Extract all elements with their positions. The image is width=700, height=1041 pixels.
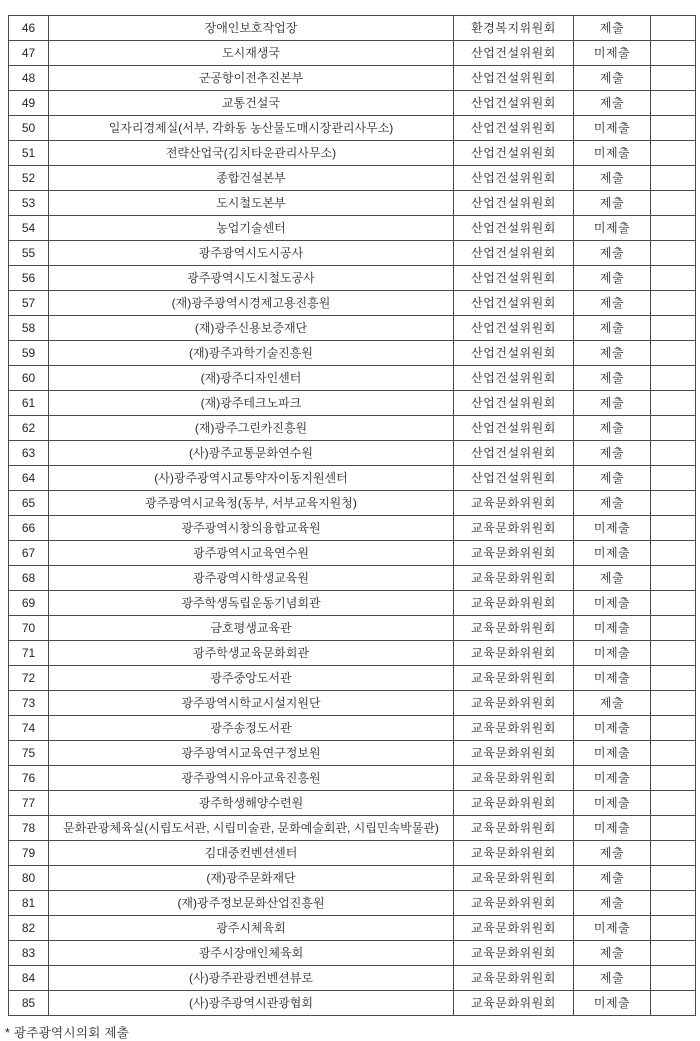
- org-name-cell: 광주광역시학교시설지원단: [49, 691, 454, 716]
- committee-cell: 교육문화위원회: [454, 966, 574, 991]
- org-name-cell: 종합건설본부: [49, 166, 454, 191]
- org-name-cell: 전략산업국(김치타운관리사무소): [49, 141, 454, 166]
- committee-cell: 산업건설위원회: [454, 166, 574, 191]
- note-cell: [651, 941, 696, 966]
- row-number-cell: 61: [9, 391, 49, 416]
- table-row: [9, 41, 696, 66]
- status-cell: 미제출: [574, 666, 651, 691]
- note-cell: [651, 741, 696, 766]
- note-cell: [651, 816, 696, 841]
- row-number-cell: 58: [9, 316, 49, 341]
- row-number-cell: 68: [9, 566, 49, 591]
- note-cell: [651, 116, 696, 141]
- status-cell: 제출: [574, 341, 651, 366]
- org-name-cell: 금호평생교육관: [49, 616, 454, 641]
- status-cell: 제출: [574, 241, 651, 266]
- row-number-cell: 67: [9, 541, 49, 566]
- table-row: [9, 716, 696, 741]
- status-cell: 미제출: [574, 216, 651, 241]
- row-number-cell: 85: [9, 991, 49, 1016]
- org-name-cell: 장애인보호작업장: [49, 16, 454, 41]
- table-row: [9, 91, 696, 116]
- status-cell: 제출: [574, 491, 651, 516]
- committee-cell: 교육문화위원회: [454, 766, 574, 791]
- note-cell: [651, 416, 696, 441]
- status-cell: 미제출: [574, 616, 651, 641]
- row-number-cell: 49: [9, 91, 49, 116]
- committee-cell: 교육문화위원회: [454, 616, 574, 641]
- committee-cell: 산업건설위원회: [454, 241, 574, 266]
- committee-cell: 교육문화위원회: [454, 591, 574, 616]
- status-cell: 제출: [574, 566, 651, 591]
- org-name-cell: 광주광역시교육연수원: [49, 541, 454, 566]
- row-number-cell: 72: [9, 666, 49, 691]
- committee-cell: 교육문화위원회: [454, 791, 574, 816]
- row-number-cell: 46: [9, 16, 49, 41]
- table-row: [9, 491, 696, 516]
- row-number-cell: 81: [9, 891, 49, 916]
- status-cell: 제출: [574, 366, 651, 391]
- committee-cell: 교육문화위원회: [454, 916, 574, 941]
- org-name-cell: 광주학생해양수련원: [49, 791, 454, 816]
- note-cell: [651, 66, 696, 91]
- row-number-cell: 52: [9, 166, 49, 191]
- table-row: [9, 641, 696, 666]
- row-number-cell: 63: [9, 441, 49, 466]
- status-cell: 제출: [574, 891, 651, 916]
- table-row: [9, 116, 696, 141]
- status-cell: 제출: [574, 966, 651, 991]
- note-cell: [651, 666, 696, 691]
- note-cell: [651, 591, 696, 616]
- committee-cell: 산업건설위원회: [454, 116, 574, 141]
- status-cell: 제출: [574, 316, 651, 341]
- org-name-cell: 광주광역시도시공사: [49, 241, 454, 266]
- table-row: [9, 891, 696, 916]
- status-cell: 미제출: [574, 541, 651, 566]
- note-cell: [651, 41, 696, 66]
- status-cell: 미제출: [574, 641, 651, 666]
- note-cell: [651, 991, 696, 1016]
- status-cell: 제출: [574, 391, 651, 416]
- committee-cell: 교육문화위원회: [454, 741, 574, 766]
- note-cell: [651, 791, 696, 816]
- note-cell: [651, 916, 696, 941]
- note-cell: [651, 466, 696, 491]
- committee-cell: 교육문화위원회: [454, 891, 574, 916]
- status-cell: 제출: [574, 941, 651, 966]
- committee-cell: 산업건설위원회: [454, 91, 574, 116]
- note-cell: [651, 141, 696, 166]
- status-cell: 미제출: [574, 116, 651, 141]
- table-row: [9, 991, 696, 1016]
- committee-cell: 교육문화위원회: [454, 991, 574, 1016]
- note-cell: [651, 541, 696, 566]
- committee-cell: 교육문화위원회: [454, 716, 574, 741]
- table-row: [9, 866, 696, 891]
- status-cell: 제출: [574, 841, 651, 866]
- org-name-cell: 광주광역시유아교육진흥원: [49, 766, 454, 791]
- status-cell: 제출: [574, 266, 651, 291]
- note-cell: [651, 641, 696, 666]
- table-row: [9, 591, 696, 616]
- org-name-cell: (재)광주그린카진흥원: [49, 416, 454, 441]
- status-cell: 제출: [574, 691, 651, 716]
- committee-cell: 산업건설위원회: [454, 191, 574, 216]
- org-name-cell: 군공항이전추진본부: [49, 66, 454, 91]
- row-number-cell: 50: [9, 116, 49, 141]
- note-cell: [651, 366, 696, 391]
- table-row: [9, 441, 696, 466]
- note-cell: [651, 566, 696, 591]
- note-cell: [651, 16, 696, 41]
- status-cell: 제출: [574, 91, 651, 116]
- committee-cell: 산업건설위원회: [454, 141, 574, 166]
- note-cell: [651, 491, 696, 516]
- committee-cell: 산업건설위원회: [454, 216, 574, 241]
- status-cell: 미제출: [574, 766, 651, 791]
- table-row: [9, 916, 696, 941]
- row-number-cell: 62: [9, 416, 49, 441]
- note-cell: [651, 391, 696, 416]
- org-name-cell: (사)광주교통문화연수원: [49, 441, 454, 466]
- org-name-cell: 광주광역시학생교육원: [49, 566, 454, 591]
- table-row: [9, 166, 696, 191]
- status-cell: 미제출: [574, 816, 651, 841]
- table-row: [9, 841, 696, 866]
- status-cell: 제출: [574, 291, 651, 316]
- org-name-cell: 도시철도본부: [49, 191, 454, 216]
- status-cell: 미제출: [574, 991, 651, 1016]
- committee-cell: 산업건설위원회: [454, 66, 574, 91]
- committee-cell: 교육문화위원회: [454, 816, 574, 841]
- note-cell: [651, 966, 696, 991]
- row-number-cell: 51: [9, 141, 49, 166]
- status-cell: 미제출: [574, 716, 651, 741]
- status-cell: 미제출: [574, 141, 651, 166]
- status-cell: 제출: [574, 866, 651, 891]
- committee-cell: 산업건설위원회: [454, 41, 574, 66]
- org-name-cell: (사)광주광역시교통약자이동지원센터: [49, 466, 454, 491]
- table-row: [9, 366, 696, 391]
- table-row: [9, 216, 696, 241]
- table-row: [9, 791, 696, 816]
- org-name-cell: 도시재생국: [49, 41, 454, 66]
- note-cell: [651, 891, 696, 916]
- table-row: [9, 241, 696, 266]
- note-cell: [651, 216, 696, 241]
- org-name-cell: 광주광역시교육연구정보원: [49, 741, 454, 766]
- footer-note: * 광주광역시의회 제출: [5, 1026, 130, 1040]
- org-name-cell: 광주시체육회: [49, 916, 454, 941]
- note-cell: [651, 166, 696, 191]
- committee-cell: 산업건설위원회: [454, 266, 574, 291]
- org-name-cell: 교통건설국: [49, 91, 454, 116]
- org-name-cell: 광주학생독립운동기념회관: [49, 591, 454, 616]
- row-number-cell: 76: [9, 766, 49, 791]
- committee-cell: 산업건설위원회: [454, 441, 574, 466]
- org-name-cell: (재)광주광역시경제고용진흥원: [49, 291, 454, 316]
- note-cell: [651, 191, 696, 216]
- note-cell: [651, 241, 696, 266]
- table-row: [9, 966, 696, 991]
- status-cell: 미제출: [574, 741, 651, 766]
- table-row: [9, 941, 696, 966]
- row-number-cell: 59: [9, 341, 49, 366]
- committee-cell: 교육문화위원회: [454, 566, 574, 591]
- committee-cell: 교육문화위원회: [454, 691, 574, 716]
- org-name-cell: 광주학생교육문화회관: [49, 641, 454, 666]
- org-name-cell: (재)광주신용보증재단: [49, 316, 454, 341]
- row-number-cell: 65: [9, 491, 49, 516]
- org-name-cell: (재)광주과학기술진흥원: [49, 341, 454, 366]
- note-cell: [651, 316, 696, 341]
- table-row: [9, 541, 696, 566]
- row-number-cell: 60: [9, 366, 49, 391]
- table-row: [9, 416, 696, 441]
- org-name-cell: 광주광역시창의융합교육원: [49, 516, 454, 541]
- org-name-cell: 문화관광체육실(시립도서관, 시립미술관, 문화예술회관, 시립민속박물관): [49, 816, 454, 841]
- committee-cell: 교육문화위원회: [454, 866, 574, 891]
- committee-cell: 산업건설위원회: [454, 316, 574, 341]
- note-cell: [651, 866, 696, 891]
- note-cell: [651, 766, 696, 791]
- row-number-cell: 79: [9, 841, 49, 866]
- row-number-cell: 69: [9, 591, 49, 616]
- status-cell: 제출: [574, 66, 651, 91]
- row-number-cell: 75: [9, 741, 49, 766]
- org-name-cell: 광주송정도서관: [49, 716, 454, 741]
- table-row: [9, 691, 696, 716]
- committee-cell: 환경복지위원회: [454, 16, 574, 41]
- committee-cell: 산업건설위원회: [454, 341, 574, 366]
- status-cell: 미제출: [574, 791, 651, 816]
- document-page: [0, 15, 700, 1040]
- table-row: [9, 66, 696, 91]
- committee-cell: 교육문화위원회: [454, 541, 574, 566]
- row-number-cell: 77: [9, 791, 49, 816]
- org-name-cell: (재)광주문화재단: [49, 866, 454, 891]
- row-number-cell: 48: [9, 66, 49, 91]
- note-cell: [651, 516, 696, 541]
- note-cell: [651, 616, 696, 641]
- table-row: [9, 141, 696, 166]
- status-cell: 제출: [574, 416, 651, 441]
- row-number-cell: 73: [9, 691, 49, 716]
- note-cell: [651, 341, 696, 366]
- row-number-cell: 74: [9, 716, 49, 741]
- row-number-cell: 66: [9, 516, 49, 541]
- table-row: [9, 191, 696, 216]
- table-row: [9, 266, 696, 291]
- note-cell: [651, 841, 696, 866]
- committee-cell: 산업건설위원회: [454, 366, 574, 391]
- row-number-cell: 54: [9, 216, 49, 241]
- table-row: [9, 316, 696, 341]
- org-name-cell: (재)광주디자인센터: [49, 366, 454, 391]
- committee-cell: 교육문화위원회: [454, 941, 574, 966]
- table-row: [9, 616, 696, 641]
- status-cell: 미제출: [574, 516, 651, 541]
- status-cell: 미제출: [574, 591, 651, 616]
- table-row: [9, 16, 696, 41]
- row-number-cell: 57: [9, 291, 49, 316]
- org-name-cell: (재)광주정보문화산업진흥원: [49, 891, 454, 916]
- status-cell: 미제출: [574, 916, 651, 941]
- org-name-cell: (재)광주테크노파크: [49, 391, 454, 416]
- committee-cell: 교육문화위원회: [454, 516, 574, 541]
- committee-cell: 산업건설위원회: [454, 466, 574, 491]
- note-cell: [651, 291, 696, 316]
- table-row: [9, 341, 696, 366]
- org-name-cell: 광주광역시교육청(동부, 서부교육지원청): [49, 491, 454, 516]
- row-number-cell: 56: [9, 266, 49, 291]
- table-row: [9, 741, 696, 766]
- note-cell: [651, 716, 696, 741]
- note-cell: [651, 691, 696, 716]
- committee-cell: 산업건설위원회: [454, 291, 574, 316]
- org-name-cell: 김대중컨벤션센터: [49, 841, 454, 866]
- org-name-cell: (사)광주관광컨벤션뷰로: [49, 966, 454, 991]
- row-number-cell: 55: [9, 241, 49, 266]
- table-row: [9, 466, 696, 491]
- org-name-cell: 농업기술센터: [49, 216, 454, 241]
- note-cell: [651, 91, 696, 116]
- committee-cell: 산업건설위원회: [454, 391, 574, 416]
- row-number-cell: 47: [9, 41, 49, 66]
- table-row: [9, 666, 696, 691]
- row-number-cell: 71: [9, 641, 49, 666]
- row-number-cell: 64: [9, 466, 49, 491]
- row-number-cell: 78: [9, 816, 49, 841]
- row-number-cell: 84: [9, 966, 49, 991]
- committee-cell: 교육문화위원회: [454, 841, 574, 866]
- committee-cell: 교육문화위원회: [454, 491, 574, 516]
- table-row: [9, 816, 696, 841]
- row-number-cell: 70: [9, 616, 49, 641]
- table-row: [9, 566, 696, 591]
- submission-status-table: [8, 15, 696, 1016]
- table-row: [9, 391, 696, 416]
- status-cell: 제출: [574, 191, 651, 216]
- status-cell: 미제출: [574, 41, 651, 66]
- committee-cell: 교육문화위원회: [454, 666, 574, 691]
- row-number-cell: 53: [9, 191, 49, 216]
- status-cell: 제출: [574, 466, 651, 491]
- status-cell: 제출: [574, 166, 651, 191]
- org-name-cell: 일자리경제실(서부, 각화동 농산물도매시장관리사무소): [49, 116, 454, 141]
- row-number-cell: 80: [9, 866, 49, 891]
- org-name-cell: 광주중앙도서관: [49, 666, 454, 691]
- table-row: [9, 516, 696, 541]
- committee-cell: 산업건설위원회: [454, 416, 574, 441]
- committee-cell: 교육문화위원회: [454, 641, 574, 666]
- note-cell: [651, 266, 696, 291]
- row-number-cell: 82: [9, 916, 49, 941]
- status-cell: 제출: [574, 16, 651, 41]
- status-cell: 제출: [574, 441, 651, 466]
- org-name-cell: (사)광주광역시관광협회: [49, 991, 454, 1016]
- table-row: [9, 291, 696, 316]
- row-number-cell: 83: [9, 941, 49, 966]
- table-row: [9, 766, 696, 791]
- org-name-cell: 광주시장애인체육회: [49, 941, 454, 966]
- note-cell: [651, 441, 696, 466]
- org-name-cell: 광주광역시도시철도공사: [49, 266, 454, 291]
